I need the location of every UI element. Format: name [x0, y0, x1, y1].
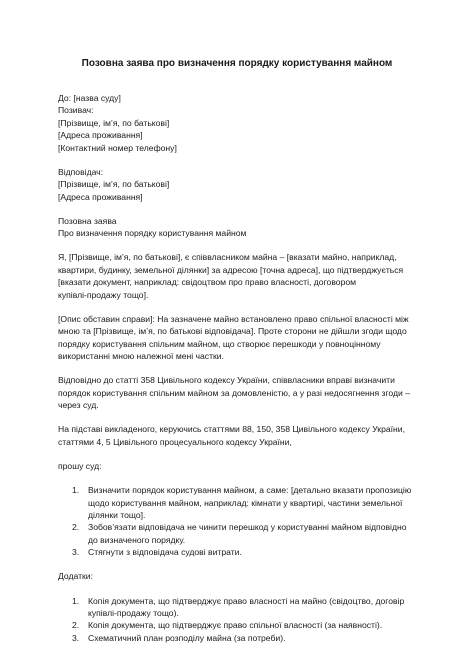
list-number: 1. [72, 485, 80, 496]
paragraph-line: використанні мною належної мені частки. [58, 351, 224, 362]
plaintiff-name: [Прізвище, ім’я, по батькові] [58, 117, 170, 128]
list-line: Схематичний план розподілу майна (за потреби). [88, 632, 286, 643]
paragraph-ownership [58, 251, 422, 301]
claim-type: Позовна заява [58, 215, 117, 226]
paragraph-articles [58, 423, 422, 448]
list-line: Визначити порядок користування майном, а саме: [детально вказати пропозицію [88, 485, 412, 496]
paragraph-line: [Опис обставин справи]: На зазначене майно встановлено право спільної власності між [58, 313, 409, 324]
paragraph-line: квартири, будинку, земельної ділянки] за адресою [точна адреса], що підтверджується [58, 264, 404, 275]
requests-list [58, 484, 422, 558]
paragraph-line: мною та [Прізвище, ім’я, по батькові відповідача]. Проте сторони не дійшли згоди щодо [58, 326, 407, 337]
paragraph-line: порядку користування спільним майном, що створює перешкоди у повноцінному [58, 338, 381, 349]
document-title: Позовна заява про визначення порядку користування майном [81, 58, 393, 69]
list-number: 2. [72, 522, 80, 533]
list-line: Копія документа, що підтверджує право власності на майно (свідоцтво, договір [88, 595, 405, 606]
list-line: Копія документа, що підтверджує право спільної власності (за наявності). [88, 620, 383, 631]
list-line: щодо користування майном, наприклад: кімнати у квартирі, частини земельної [88, 497, 403, 508]
list-item [58, 619, 422, 631]
paragraph-line: купівлі-продажу тощо]. [58, 289, 149, 300]
paragraph-line: статтями 4, 5 Цивільного процесуального кодексу України, [58, 436, 292, 447]
paragraph-line: [вказати документ, наприклад: свідоцтвом про право власності, договором [58, 277, 357, 288]
paragraph-line: Відповідно до статті 358 Цивільного кодексу України, співвласники вправі визначити [58, 375, 395, 386]
list-item [58, 521, 422, 546]
paragraph-circumstances [58, 313, 422, 363]
list-number: 3. [72, 632, 80, 643]
paragraph-line: через суд. [58, 400, 99, 411]
plaintiff-address: [Адреса проживання] [58, 130, 143, 141]
defendant-name: [Прізвище, ім’я, по батькові] [58, 179, 170, 190]
paragraph-line: Я, [Прізвище, ім’я, по батькові], є співвласником майна – [вказати майно, наприклад, [58, 252, 397, 263]
list-line: Зобов’язати відповідача не чинити перешкод у користуванні майном відповідно [88, 522, 407, 533]
list-line: ділянки тощо]. [88, 509, 146, 520]
list-number: 1. [72, 595, 80, 606]
list-item [58, 632, 422, 644]
list-number: 3. [72, 547, 80, 558]
list-line: Стягнути з відповідача судові витрати. [88, 547, 242, 558]
claim-subject: Про визначення порядку користування майном [58, 228, 247, 239]
defendant-address: [Адреса проживання] [58, 191, 143, 202]
list-line: купівлі-продажу тощо). [88, 607, 179, 618]
court-line: До: [назва суду] [58, 93, 121, 103]
attachments-list [58, 595, 422, 645]
list-item [58, 595, 422, 620]
paragraph-line: На підставі викладеного, керуючись статтями 88, 150, 358 Цивільного кодексу України, [58, 424, 405, 435]
paragraph-line: порядок користування спільним майном за домовленістю, а у разі недосягнення згоди – [58, 387, 410, 398]
list-item [58, 484, 422, 521]
list-line: до визначеного порядку. [88, 534, 186, 545]
paragraph-legal-basis [58, 374, 422, 411]
attachments-label: Додатки: [58, 571, 93, 582]
plaintiff-phone: [Контактний номер телефону] [58, 142, 177, 153]
plaintiff-label: Позивач: [58, 105, 94, 116]
list-number: 2. [72, 620, 80, 631]
list-item [58, 546, 422, 558]
defendant-label: Відповідач: [58, 166, 104, 177]
request-label: прошу суд: [58, 460, 102, 471]
document-body [58, 92, 422, 644]
